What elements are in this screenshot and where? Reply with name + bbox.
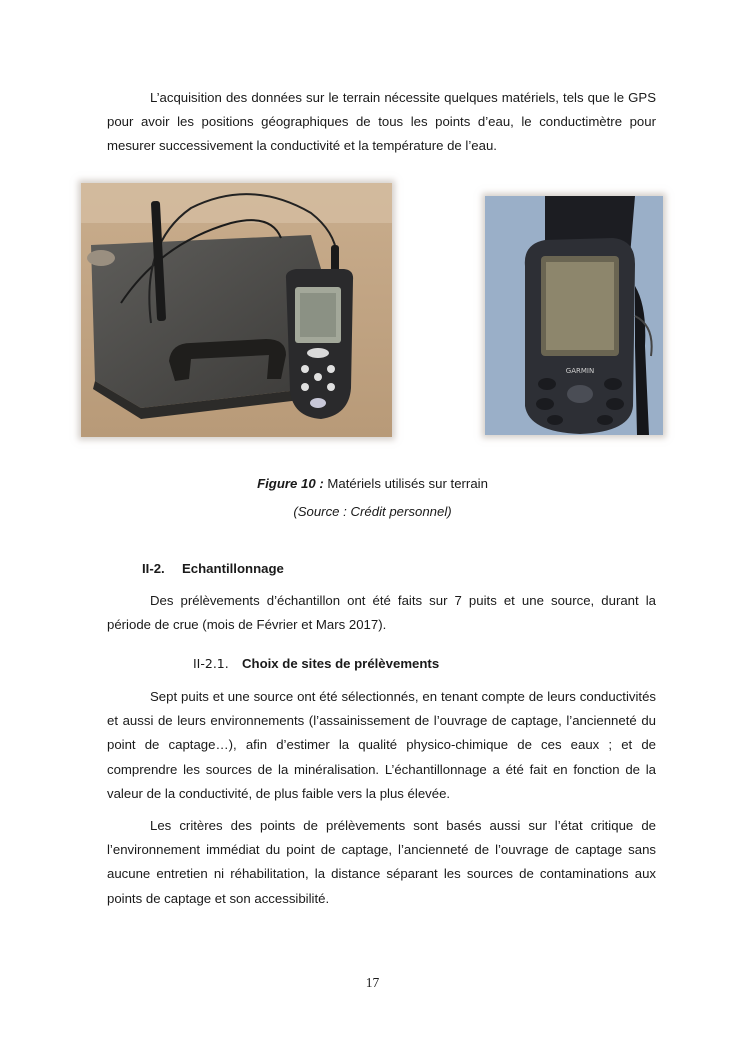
gps-brand-label: GARMIN — [565, 367, 595, 375]
figure-title: Matériels utilisés sur terrain — [323, 476, 488, 491]
conductivity-meter-image — [81, 183, 392, 437]
conductivity-meter-photo — [81, 183, 392, 437]
paragraph-acquisition: L’acquisition des données sur le terrain nécessite quelques matériels, tels que le GPS pour avoir les positions géographiques de tous les points d’eau, le conductimètre pour mesurer successivement la conductivité et la température de l’eau. — [107, 90, 656, 154]
page-number: 17 — [365, 975, 380, 990]
section-title: Echantillonnage — [182, 561, 284, 576]
gps-photo — [485, 196, 663, 435]
paragraph-sites: Sept puits et une source ont été sélectionnés, en tenant compte de leurs conductivités et aussi de leurs environnements (l’assainissement de l’ouvrage de captage, l’ancienneté du point de captage…), afin d’estimer la qualité physico-chimique de ces eaux ; et de comprendre les sources de la minéralisation. L’échantillonnage a été fait en fonction de la valeur de la conductivité, de plus faible vers la plus élevée. — [107, 689, 656, 801]
figure-label: Figure 10 : — [257, 476, 324, 491]
paragraph-prelevements: Des prélèvements d’échantillon ont été faits sur 7 puits et une source, durant la période de crue (mois de Février et Mars 2017). — [107, 593, 656, 633]
section-number: II-2. — [142, 561, 165, 576]
subsection-number: II-2.1. — [193, 656, 229, 671]
figure-source: (Source : Crédit personnel) — [293, 504, 452, 519]
figure-caption — [0, 476, 745, 491]
gps-device-image — [485, 196, 663, 435]
subsection-title: Choix de sites de prélèvements — [242, 656, 440, 671]
paragraph-criteres: Les critères des points de prélèvements sont basés aussi sur l’état critique de l’environnement immédiat du point de captage, l’ancienneté de l’ouvrage de captage sans aucune entretien ni réhabilitation, la distance séparant les sources de contaminations aux points de captage et son accessibilité. — [107, 818, 656, 906]
